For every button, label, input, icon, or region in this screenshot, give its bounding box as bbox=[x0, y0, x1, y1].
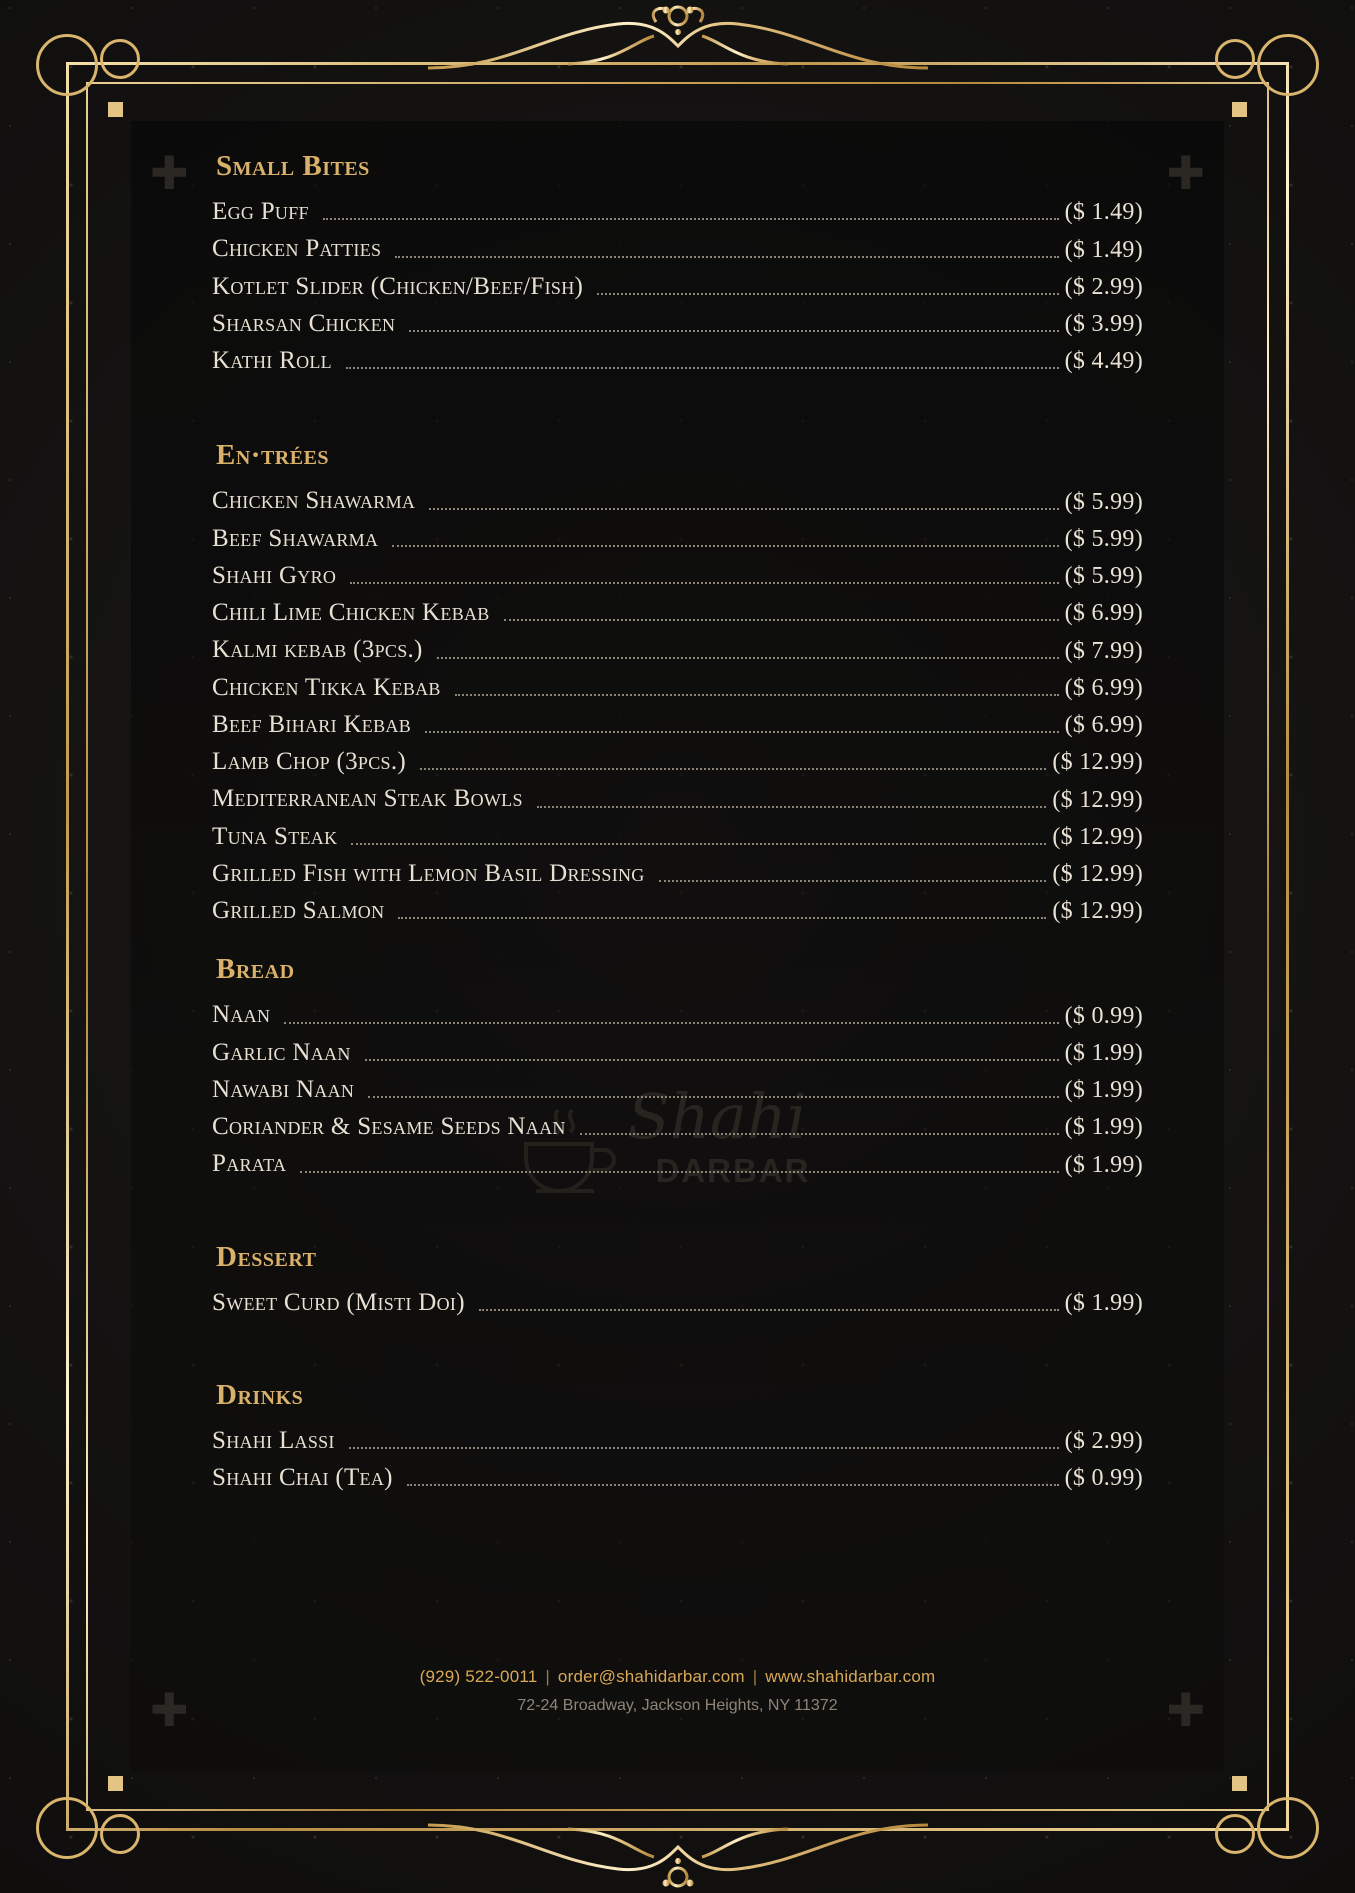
email-address[interactable]: order@shahidarbar.com bbox=[557, 1667, 745, 1686]
menu-item-price: ($ 5.99) bbox=[1064, 563, 1143, 589]
menu-item-name: Grilled Fish with Lemon Basil Dressing bbox=[212, 859, 645, 887]
leader-dots bbox=[346, 367, 1059, 369]
leader-dots bbox=[659, 880, 1047, 882]
section-title: Small Bites bbox=[216, 150, 370, 182]
leader-dots bbox=[537, 806, 1047, 808]
phone-number[interactable]: (929) 522-0011 bbox=[419, 1667, 538, 1686]
menu-item bbox=[212, 996, 1143, 1033]
menu-item-price: ($ 12.99) bbox=[1052, 786, 1143, 813]
flourish-bottom-icon bbox=[418, 1821, 938, 1891]
street-address: 72-24 Broadway, Jackson Heights, NY 11372 bbox=[517, 1697, 838, 1714]
menu-section-bread bbox=[212, 953, 1143, 1182]
cross-ornament-icon: ✚ bbox=[1166, 147, 1205, 199]
menu-item-list bbox=[212, 1422, 1143, 1497]
menu-item-name: Tuna Steak bbox=[212, 822, 338, 850]
website-url[interactable]: www.shahidarbar.com bbox=[765, 1667, 936, 1686]
square-ornament-icon bbox=[1232, 1776, 1247, 1791]
menu-item bbox=[212, 818, 1143, 855]
menu-item bbox=[212, 1145, 1143, 1182]
menu-item-name: Beef Shawarma bbox=[212, 524, 379, 552]
menu-item-name: Kotlet Slider (Chicken/Beef/Fish) bbox=[212, 272, 584, 300]
menu-item-name: Chili Lime Chicken Kebab bbox=[212, 599, 490, 626]
menu-item-name: Sharsan Chicken bbox=[212, 309, 396, 337]
leader-dots bbox=[300, 1171, 1058, 1173]
menu-section-entrees bbox=[212, 439, 1143, 929]
menu-item-price: ($ 0.99) bbox=[1064, 1002, 1143, 1029]
watermark-script-text: Shahi bbox=[627, 1080, 807, 1153]
menu-item-price: ($ 4.49) bbox=[1064, 348, 1143, 375]
corner-ornament-bottom-right bbox=[1199, 1739, 1319, 1859]
leader-dots bbox=[504, 619, 1059, 621]
circle-ornament-icon bbox=[36, 34, 98, 96]
menu-item-name: Parata bbox=[212, 1150, 287, 1178]
menu-item bbox=[212, 193, 1143, 230]
separator: | bbox=[545, 1667, 550, 1686]
menu-item-price: ($ 12.99) bbox=[1052, 823, 1143, 850]
menu-item bbox=[212, 631, 1143, 668]
menu-item-price: ($ 1.49) bbox=[1064, 236, 1143, 263]
menu-item-price: ($ 7.99) bbox=[1064, 637, 1143, 664]
watermark-subtitle-text: DARBAR bbox=[655, 1152, 811, 1189]
menu-item bbox=[212, 1071, 1143, 1108]
menu-item-price: ($ 1.99) bbox=[1064, 1039, 1143, 1066]
menu-item-list bbox=[212, 996, 1143, 1182]
menu-item bbox=[212, 1284, 1143, 1321]
circle-ornament-icon bbox=[1257, 1797, 1319, 1859]
section-title: Bread bbox=[216, 953, 295, 986]
menu-item bbox=[212, 892, 1143, 929]
flourish-top-icon bbox=[418, 2, 938, 72]
leader-dots bbox=[351, 843, 1046, 845]
menu-item-name: Chicken Shawarma bbox=[212, 487, 416, 515]
menu-item-name: Coriander & Sesame Seeds Naan bbox=[212, 1113, 566, 1140]
leader-dots bbox=[365, 1059, 1059, 1061]
menu-item-price: ($ 6.99) bbox=[1064, 600, 1143, 627]
leader-dots bbox=[284, 1022, 1058, 1024]
menu-item bbox=[212, 743, 1143, 780]
menu-item bbox=[212, 230, 1143, 267]
menu-item-name: Egg Puff bbox=[212, 198, 309, 225]
leader-dots bbox=[323, 218, 1059, 220]
circle-ornament-icon bbox=[36, 1797, 98, 1859]
menu-item bbox=[212, 669, 1143, 706]
menu-item bbox=[212, 855, 1143, 892]
menu-item-name: Naan bbox=[212, 1001, 271, 1029]
menu-item-name: Shahi Lassi bbox=[212, 1426, 335, 1454]
menu-item bbox=[212, 706, 1143, 743]
section-title: Drinks bbox=[216, 1378, 304, 1411]
leader-dots bbox=[409, 330, 1058, 332]
menu-item bbox=[212, 557, 1143, 594]
corner-ornament-top-right bbox=[1199, 34, 1319, 154]
menu-item-price: ($ 1.99) bbox=[1064, 1077, 1143, 1103]
menu-item-price: ($ 3.99) bbox=[1064, 311, 1143, 337]
menu-item-name: Mediterranean Steak Bowls bbox=[212, 785, 523, 813]
menu-item-price: ($ 6.99) bbox=[1064, 674, 1143, 701]
menu-item-name: Chicken Patties bbox=[212, 235, 382, 263]
menu-item bbox=[212, 594, 1143, 631]
menu-item-price: ($ 1.99) bbox=[1064, 1151, 1143, 1178]
menu-item-name: Shahi Gyro bbox=[212, 561, 337, 589]
menu-item-name: Nawabi Naan bbox=[212, 1075, 355, 1103]
menu-item-price: ($ 2.99) bbox=[1064, 273, 1143, 300]
menu-item-price: ($ 5.99) bbox=[1064, 525, 1143, 552]
menu-item-name: Lamb Chop (3pcs.) bbox=[212, 748, 406, 775]
leader-dots bbox=[407, 1484, 1059, 1486]
menu-item-price: ($ 12.99) bbox=[1052, 898, 1143, 925]
square-ornament-icon bbox=[108, 1776, 123, 1791]
menu-item bbox=[212, 780, 1143, 817]
menu-section-small-bites bbox=[212, 150, 1143, 379]
leader-dots bbox=[368, 1096, 1058, 1098]
circle-ornament-small-icon bbox=[100, 39, 140, 79]
menu-item-price: ($ 2.99) bbox=[1064, 1428, 1143, 1454]
leader-dots bbox=[597, 293, 1058, 295]
menu-item bbox=[212, 482, 1143, 519]
menu-item-list bbox=[212, 193, 1143, 379]
circle-ornament-small-icon bbox=[1215, 39, 1255, 79]
square-ornament-icon bbox=[1232, 102, 1247, 117]
menu-item bbox=[212, 342, 1143, 379]
menu-item-price: ($ 12.99) bbox=[1052, 749, 1143, 776]
leader-dots bbox=[392, 545, 1058, 547]
menu-item bbox=[212, 1108, 1143, 1145]
cross-ornament-icon: ✚ bbox=[150, 147, 189, 199]
section-title: En·trées bbox=[216, 439, 330, 472]
menu-section-drinks bbox=[212, 1379, 1143, 1497]
cross-ornament-icon: ✚ bbox=[1166, 1684, 1205, 1736]
menu-item-list bbox=[212, 482, 1143, 929]
leader-dots bbox=[437, 657, 1059, 659]
menu-item-name: Sweet Curd (Misti Doi) bbox=[212, 1288, 465, 1316]
square-ornament-icon bbox=[108, 102, 123, 117]
menu-item-name: Kalmi kebab (3pcs.) bbox=[212, 636, 423, 664]
leader-dots bbox=[425, 731, 1059, 733]
leader-dots bbox=[455, 694, 1059, 696]
menu-item-name: Garlic Naan bbox=[212, 1038, 351, 1066]
corner-ornament-bottom-left bbox=[36, 1739, 156, 1859]
leader-dots bbox=[580, 1133, 1059, 1135]
leader-dots bbox=[479, 1309, 1059, 1311]
footer bbox=[0, 1667, 1355, 1715]
menu-item-price: ($ 0.99) bbox=[1064, 1465, 1143, 1492]
menu-item-name: Kathi Roll bbox=[212, 347, 332, 374]
circle-ornament-icon bbox=[1257, 34, 1319, 96]
menu-body bbox=[212, 150, 1143, 1496]
leader-dots bbox=[349, 1447, 1059, 1449]
menu-item-price: ($ 6.99) bbox=[1064, 712, 1143, 738]
menu-item-price: ($ 1.49) bbox=[1064, 199, 1143, 226]
footer-contact-line bbox=[0, 1667, 1355, 1687]
menu-item-price: ($ 5.99) bbox=[1064, 488, 1143, 515]
menu-item-name: Chicken Tikka Kebab bbox=[212, 673, 441, 701]
leader-dots bbox=[395, 256, 1058, 258]
menu-item-price: ($ 12.99) bbox=[1052, 861, 1143, 887]
menu-item bbox=[212, 1034, 1143, 1071]
menu-item-price: ($ 1.99) bbox=[1064, 1289, 1143, 1316]
menu-item-name: Beef Bihari Kebab bbox=[212, 710, 412, 738]
menu-item bbox=[212, 1422, 1143, 1459]
menu-item bbox=[212, 305, 1143, 342]
separator: | bbox=[752, 1667, 758, 1686]
leader-dots bbox=[350, 582, 1058, 584]
circle-ornament-small-icon bbox=[1215, 1814, 1255, 1854]
leader-dots bbox=[398, 917, 1046, 919]
corner-ornament-top-left bbox=[36, 34, 156, 154]
menu-item bbox=[212, 1459, 1143, 1496]
circle-ornament-small-icon bbox=[100, 1814, 140, 1854]
leader-dots bbox=[420, 768, 1046, 770]
menu-item-list bbox=[212, 1284, 1143, 1321]
menu-item-name: Grilled Salmon bbox=[212, 897, 385, 924]
leader-dots bbox=[429, 508, 1058, 510]
menu-item-name: Shahi Chai (Tea) bbox=[212, 1464, 393, 1491]
section-title: Dessert bbox=[216, 1240, 317, 1273]
menu-item bbox=[212, 268, 1143, 305]
menu-item bbox=[212, 520, 1143, 557]
cross-ornament-icon: ✚ bbox=[150, 1684, 189, 1736]
menu-item-price: ($ 1.99) bbox=[1064, 1114, 1143, 1141]
menu-section-dessert bbox=[212, 1241, 1143, 1321]
